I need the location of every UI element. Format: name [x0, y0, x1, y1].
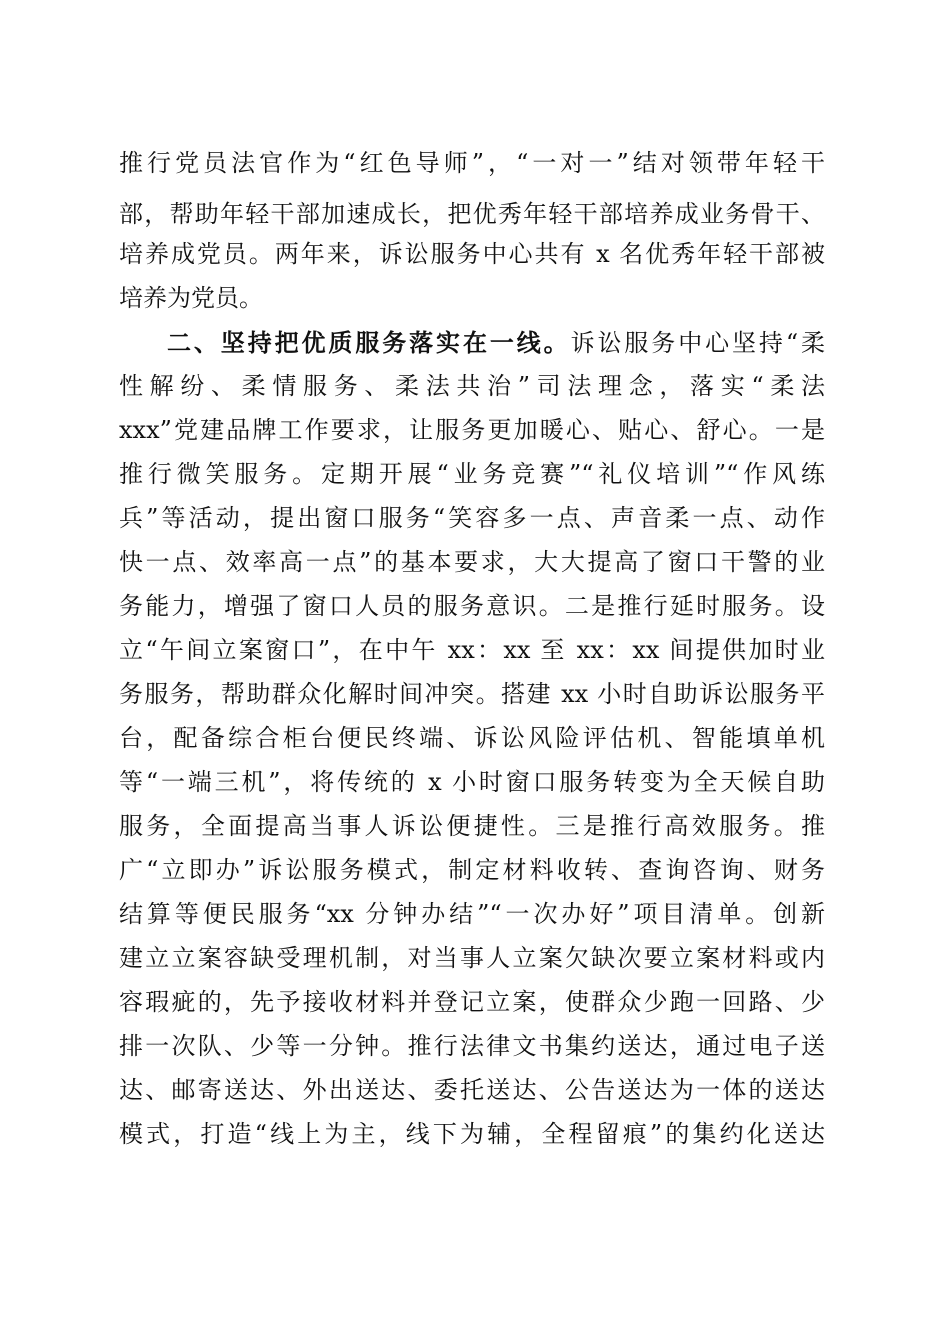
text-line: 建立立案容缺受理机制，对当事人立案欠缺次要立案材料或内	[119, 944, 825, 972]
text-line: 培养为党员。	[119, 284, 263, 312]
heading-continuation: 诉讼服务中心坚持“柔	[570, 329, 825, 357]
text-line: 部，帮助年轻干部加速成长，把优秀年轻干部培养成业务骨干、	[119, 200, 825, 228]
section-heading: 二、坚持把优质服务落实在一线。	[167, 328, 571, 357]
text-line: 等“一端三机”，将传统的 x 小时窗口服务转变为全天候自助	[119, 768, 825, 796]
text-line: 快一点、效率高一点”的基本要求，大大提高了窗口干警的业	[119, 548, 825, 576]
text-line: 性解纷、柔情服务、柔法共治”司法理念，落实“柔法	[119, 372, 825, 400]
text-line: 广“立即办”诉讼服务模式，制定材料收转、查询咨询、财务	[119, 856, 825, 884]
text-line: 容瑕疵的，先予接收材料并登记立案，使群众少跑一回路、少	[119, 988, 825, 1016]
text-line: 结算等便民服务“xx 分钟办结”“一次办好”项目清单。创新	[119, 900, 825, 928]
text-line: 兵”等活动，提出窗口服务“笑容多一点、声音柔一点、动作	[119, 504, 825, 532]
text-line: 达、邮寄送达、外出送达、委托送达、公告送达为一体的送达	[119, 1076, 825, 1104]
text-line: 务能力，增强了窗口人员的服务意识。二是推行延时服务。设	[119, 592, 825, 620]
text-line: 培养成党员。两年来，诉讼服务中心共有 x 名优秀年轻干部被	[119, 240, 825, 268]
text-line: xxx”党建品牌工作要求，让服务更加暖心、贴心、舒心。一是	[119, 416, 825, 444]
text-line: 务服务，帮助群众化解时间冲突。搭建 xx 小时自助诉讼服务平	[119, 680, 825, 708]
text-line: 服务，全面提高当事人诉讼便捷性。三是推行高效服务。推	[119, 812, 825, 840]
text-line: 推行党员法官作为“红色导师”，“一对一”结对领带年轻干	[119, 149, 825, 177]
text-line: 立“午间立案窗口”，在中午 xx：xx 至 xx：xx 间提供加时业	[119, 636, 825, 664]
text-line: 台，配备综合柜台便民终端、诉讼风险评估机、智能填单机	[119, 724, 825, 752]
text-line: 模式，打造“线上为主，线下为辅，全程留痕”的集约化送达	[119, 1120, 825, 1148]
paragraph-heading-line	[167, 326, 825, 360]
text-line: 排一次队、少等一分钟。推行法律文书集约送达，通过电子送	[119, 1032, 825, 1060]
text-line: 推行微笑服务。定期开展“业务竞赛”“礼仪培训”“作风练	[119, 460, 825, 488]
